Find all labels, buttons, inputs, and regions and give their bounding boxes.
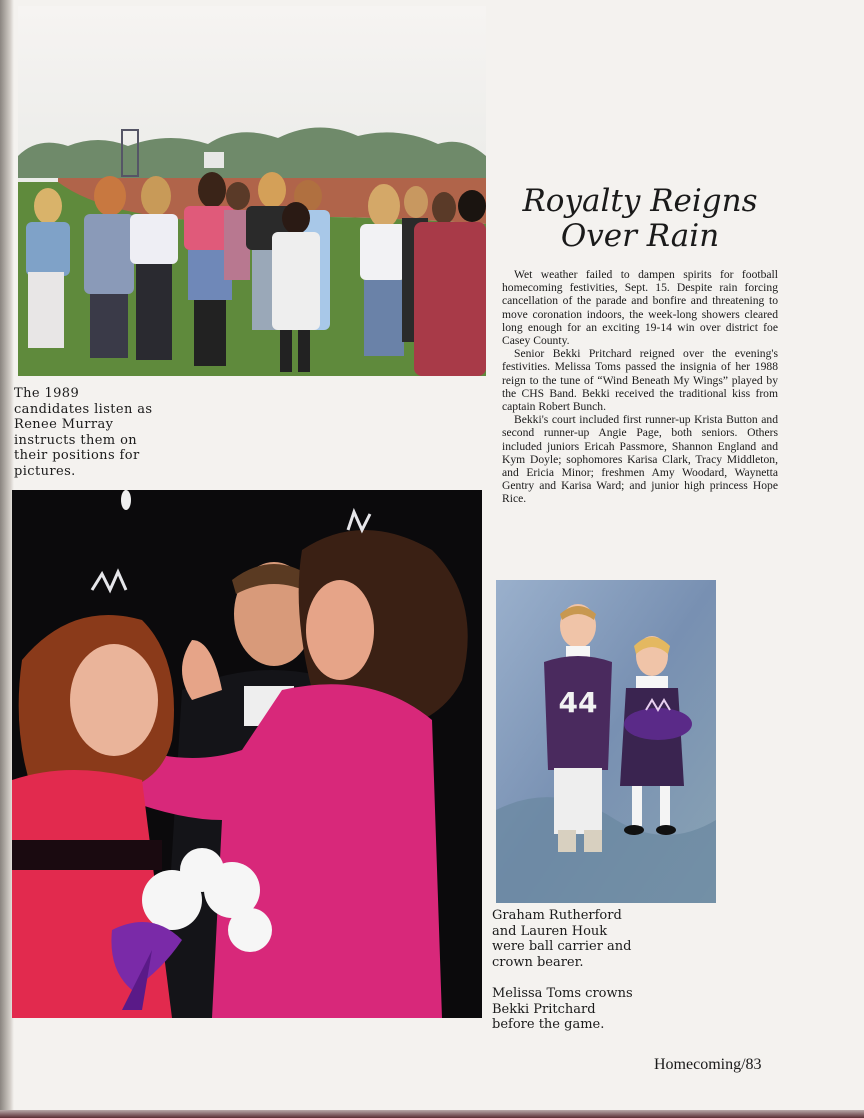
page-title <box>500 184 780 254</box>
title-line-1: Royalty Reigns <box>522 183 758 219</box>
title-line-2: Over Rain <box>560 218 720 254</box>
crowning-photo <box>12 490 482 1018</box>
crowning-caption: Melissa Toms crowns Bekki Pritchard before the game. <box>492 986 633 1032</box>
story-paragraph: Senior Bekki Pritchard reigned over the evening's festivities. Melissa Toms passed the insignia of her 1988 reign to the tune of “Wind Beneath My Wings” played by the CHS Band. Bekki received the traditional kiss from captain Robert Bunch. <box>502 347 778 414</box>
story-paragraph: Wet weather failed to dampen spirits for football homecoming festivities, Sept. 15. Despite rain forcing cancellation of the parade and bonfire and threatening to move coronation indoors, the week-long showers cleared long enough for an exciting 19-14 win over district foe Casey County. <box>502 268 778 348</box>
page-folio: Homecoming/83 <box>654 1056 762 1073</box>
children-caption: Graham Rutherford and Lauren Houk were ball carrier and crown bearer. <box>492 908 632 970</box>
candidates-caption: The 1989 candidates listen as Renee Murray instructs them on their positions for pictures. <box>14 386 153 479</box>
jersey-number: 44 <box>558 686 598 719</box>
page-bottom-edge <box>0 1110 864 1118</box>
story-paragraph: Bekki's court included first runner-up Krista Button and second runner-up Angie Page, both seniors. Others included juniors Ericah Passmore, Shannon England and Kym Doyle; sophomores Karisa Clark, Tracy Middleton, and Ericia Minor; freshmen Amy Woodard, Waynetta Gentry and Karisa Ward; and junior high princess Hope Rice. <box>502 413 778 506</box>
story-body <box>502 268 778 506</box>
candidates-photo <box>18 6 486 376</box>
children-photo <box>496 580 716 903</box>
